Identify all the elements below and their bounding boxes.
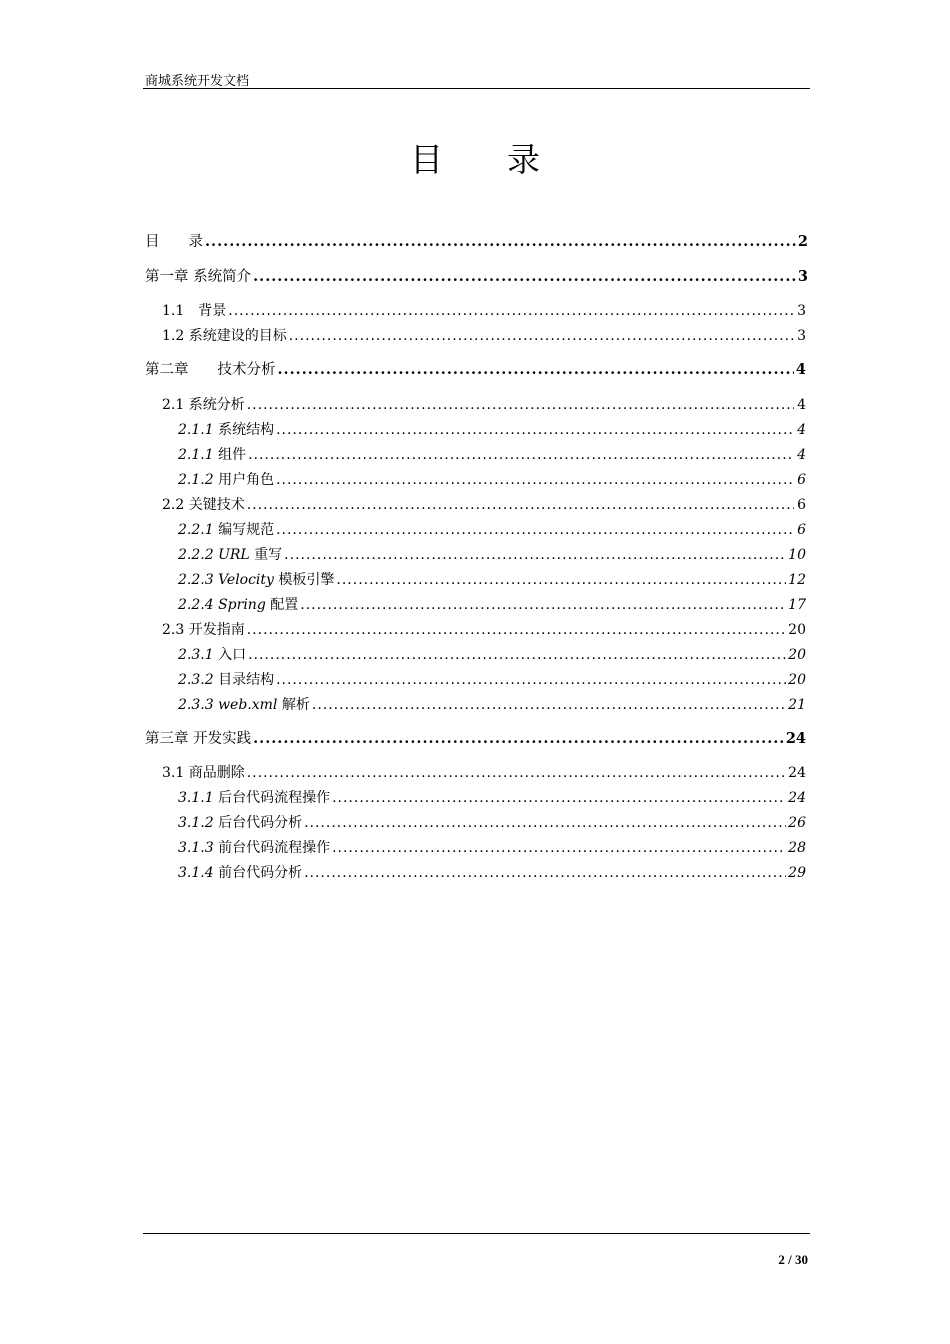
toc-entry[interactable] <box>178 419 806 441</box>
dot-leader <box>332 787 786 809</box>
toc-entry-number: 2.3.1 <box>178 647 214 663</box>
toc-entry-label: 目 录 <box>145 234 203 250</box>
toc-entry-page: 20 <box>788 647 806 663</box>
toc-entry[interactable] <box>162 762 806 784</box>
toc-entry-page: 6 <box>797 472 806 488</box>
dot-leader <box>284 544 786 566</box>
toc-entry-page: 4 <box>797 422 806 438</box>
dot-leader <box>276 469 794 491</box>
toc-entry-text: 组件 <box>218 447 247 463</box>
toc-entry-page: 4 <box>797 447 806 463</box>
toc-entry[interactable] <box>178 694 806 716</box>
toc-entry-term: Spring <box>218 597 266 613</box>
header-rule <box>143 88 810 89</box>
toc-entry-label <box>178 469 274 491</box>
toc-entry-page: 24 <box>788 790 806 806</box>
dot-leader <box>253 266 796 288</box>
toc-entry[interactable] <box>145 266 808 288</box>
toc-entry-label <box>178 644 246 666</box>
toc-entry-label <box>178 669 274 691</box>
toc-entry[interactable] <box>178 812 806 834</box>
toc-entry-label <box>178 419 274 441</box>
toc-entry-label: 第二章 技术分析 <box>145 362 276 378</box>
toc-entry-number: 3.1.3 <box>178 840 214 856</box>
toc-entry-page: 6 <box>797 497 806 513</box>
dot-leader <box>248 644 786 666</box>
toc-entry[interactable] <box>145 728 806 750</box>
dot-leader <box>248 444 794 466</box>
toc-entry-text: 前台代码流程操作 <box>218 840 331 856</box>
toc-entry-number: 2.2.4 <box>178 597 214 613</box>
dot-leader <box>278 359 794 381</box>
toc-entry-page: 17 <box>788 597 806 613</box>
toc-entry-label <box>178 444 246 466</box>
dot-leader <box>276 519 794 541</box>
toc-entry-label: 2.3 开发指南 <box>162 622 245 638</box>
toc-entry-number: 3.1.4 <box>178 865 214 881</box>
toc-entry-page: 20 <box>788 672 806 688</box>
dot-leader <box>276 419 794 441</box>
toc-entry[interactable] <box>162 619 806 641</box>
toc-entry-text: 入口 <box>218 647 247 663</box>
dot-leader <box>247 762 786 784</box>
toc-entry[interactable] <box>178 862 806 884</box>
toc-entry-number: 2.1.1 <box>178 447 214 463</box>
toc-entry-label <box>178 787 330 809</box>
dot-leader <box>304 812 786 834</box>
toc-entry-page: 12 <box>788 572 806 588</box>
toc-entry-text: 编写规范 <box>218 522 275 538</box>
toc-entry-page: 4 <box>797 397 806 413</box>
toc-entry[interactable] <box>178 594 806 616</box>
dot-leader <box>247 394 794 416</box>
toc-entry-page: 24 <box>788 765 806 781</box>
toc-entry-text: 重写 <box>254 547 283 563</box>
toc-entry-number: 3.1.2 <box>178 815 214 831</box>
page-title: 目录 <box>410 140 604 179</box>
toc-entry-page: 21 <box>788 697 806 713</box>
toc-entry-page: 10 <box>788 547 806 563</box>
toc-entry-number: 2.1.2 <box>178 472 214 488</box>
toc-entry-number: 2.2.3 <box>178 572 214 588</box>
toc-entry-number: 2.3.2 <box>178 672 214 688</box>
running-header: 商城系统开发文档 <box>145 74 250 89</box>
toc-entry-label: 2.1 系统分析 <box>162 397 245 413</box>
toc-entry-label <box>178 812 302 834</box>
toc-entry-term: web.xml <box>218 697 278 713</box>
toc-entry[interactable] <box>178 469 806 491</box>
toc-entry-page: 3 <box>797 303 806 319</box>
toc-entry-label: 2.2 关键技术 <box>162 497 245 513</box>
page-number: 2 / 30 <box>778 1252 808 1267</box>
toc-entry[interactable] <box>145 359 806 381</box>
toc-entry-label <box>178 544 282 566</box>
toc-entry[interactable] <box>145 231 808 253</box>
dot-leader <box>276 669 786 691</box>
toc-entry-page: 6 <box>797 522 806 538</box>
toc-entry[interactable] <box>178 544 806 566</box>
toc-entry-page: 26 <box>788 815 806 831</box>
toc-entry-text: 前台代码分析 <box>218 865 303 881</box>
toc-entry-label: 第三章 开发实践 <box>145 731 252 747</box>
toc-entry[interactable] <box>178 569 806 591</box>
toc-entry-page: 20 <box>788 622 806 638</box>
toc-entry-label <box>178 594 298 616</box>
toc-entry-label <box>178 694 310 716</box>
dot-leader <box>336 569 786 591</box>
toc-entry[interactable] <box>178 837 806 859</box>
toc-entry-term: Velocity <box>218 572 274 588</box>
toc-entry[interactable] <box>178 669 806 691</box>
dot-leader <box>300 594 786 616</box>
toc-entry-label: 3.1 商品删除 <box>162 765 245 781</box>
toc-entry[interactable] <box>178 519 806 541</box>
toc-entry-page: 29 <box>788 865 806 881</box>
toc-entry[interactable] <box>162 325 806 347</box>
toc-entry-label <box>178 569 334 591</box>
toc-entry-text: 目录结构 <box>218 672 275 688</box>
toc-entry-text: 配置 <box>270 597 299 613</box>
toc-entry-number: 2.2.1 <box>178 522 214 538</box>
toc-entry-text: 系统结构 <box>218 422 275 438</box>
toc-entry-term: URL <box>218 547 250 563</box>
toc-entry[interactable] <box>178 787 806 809</box>
toc-entry-page: 24 <box>785 730 806 747</box>
dot-leader <box>247 619 786 641</box>
toc-entry-page: 4 <box>795 361 806 378</box>
dot-leader <box>247 494 794 516</box>
toc-entry-text: 解析 <box>281 697 310 713</box>
toc-entry-text: 用户角色 <box>218 472 275 488</box>
toc-entry-label: 第一章 系统简介 <box>145 269 252 285</box>
toc-entry-page: 28 <box>788 840 806 856</box>
toc-entry-number: 2.2.2 <box>178 547 214 563</box>
toc-entry[interactable] <box>178 444 806 466</box>
toc-entry-label <box>178 837 330 859</box>
toc-entry-page: 3 <box>797 328 806 344</box>
toc-entry-label <box>178 519 274 541</box>
toc-entry[interactable] <box>162 394 806 416</box>
toc-entry-page: 3 <box>797 268 808 285</box>
dot-leader <box>332 837 786 859</box>
toc-entry-label: 1.1 背景 <box>162 303 227 319</box>
toc-entry-text: 后台代码分析 <box>218 815 303 831</box>
dot-leader <box>205 231 796 253</box>
toc-entry-text: 后台代码流程操作 <box>218 790 331 806</box>
toc-entry[interactable] <box>178 644 806 666</box>
dot-leader <box>228 300 794 322</box>
toc-entry-text: 模板引擎 <box>278 572 335 588</box>
toc-entry[interactable] <box>162 494 806 516</box>
dot-leader <box>289 325 794 347</box>
toc-entry-number: 2.1.1 <box>178 422 214 438</box>
toc-entry-label <box>178 862 302 884</box>
toc-entry-page: 2 <box>797 233 808 250</box>
toc-entry-label: 1.2 系统建设的目标 <box>162 328 287 344</box>
toc-entry-number: 2.3.3 <box>178 697 214 713</box>
toc-entry-number: 3.1.1 <box>178 790 214 806</box>
dot-leader <box>253 728 784 750</box>
dot-leader <box>312 694 786 716</box>
footer-rule <box>143 1233 810 1234</box>
dot-leader <box>304 862 786 884</box>
toc-entry[interactable] <box>162 300 806 322</box>
